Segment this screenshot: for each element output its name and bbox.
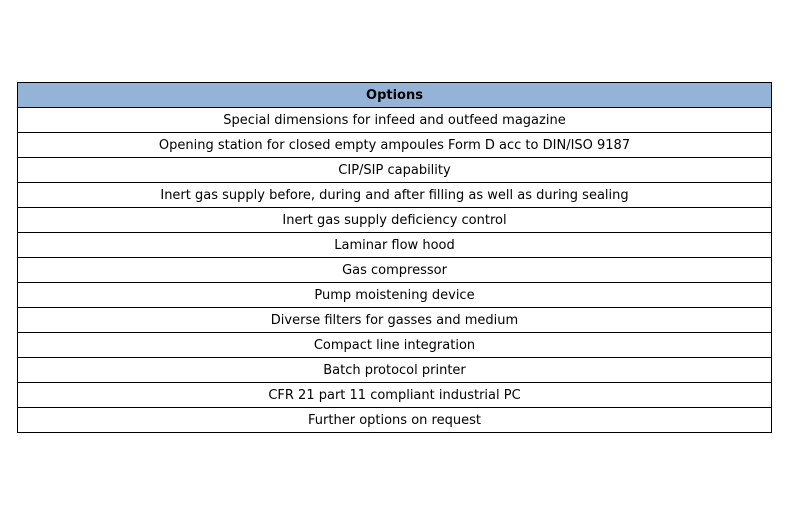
option-cell: Compact line integration [18,333,772,358]
table-row [18,383,772,408]
option-cell: Gas compressor [18,258,772,283]
table-row [18,133,772,158]
options-header: Options [18,83,772,108]
table-row [18,358,772,383]
option-cell: Further options on request [18,408,772,433]
option-cell: Laminar flow hood [18,233,772,258]
options-list [18,108,772,433]
table-row [18,408,772,433]
table-header-row [18,83,772,108]
option-cell: Inert gas supply deficiency control [18,208,772,233]
option-cell: Special dimensions for infeed and outfeed magazine [18,108,772,133]
option-cell: Inert gas supply before, during and after filling as well as during sealing [18,183,772,208]
table-row [18,308,772,333]
option-cell: Opening station for closed empty ampoules Form D acc to DIN/ISO 9187 [18,133,772,158]
table-row [18,158,772,183]
table-row [18,283,772,308]
table-row [18,183,772,208]
options-table [17,82,772,433]
table-row [18,233,772,258]
table-row [18,208,772,233]
option-cell: CIP/SIP capability [18,158,772,183]
table-row [18,258,772,283]
option-cell: Diverse filters for gasses and medium [18,308,772,333]
option-cell: Batch protocol printer [18,358,772,383]
table-row [18,333,772,358]
table-row [18,108,772,133]
option-cell: CFR 21 part 11 compliant industrial PC [18,383,772,408]
option-cell: Pump moistening device [18,283,772,308]
